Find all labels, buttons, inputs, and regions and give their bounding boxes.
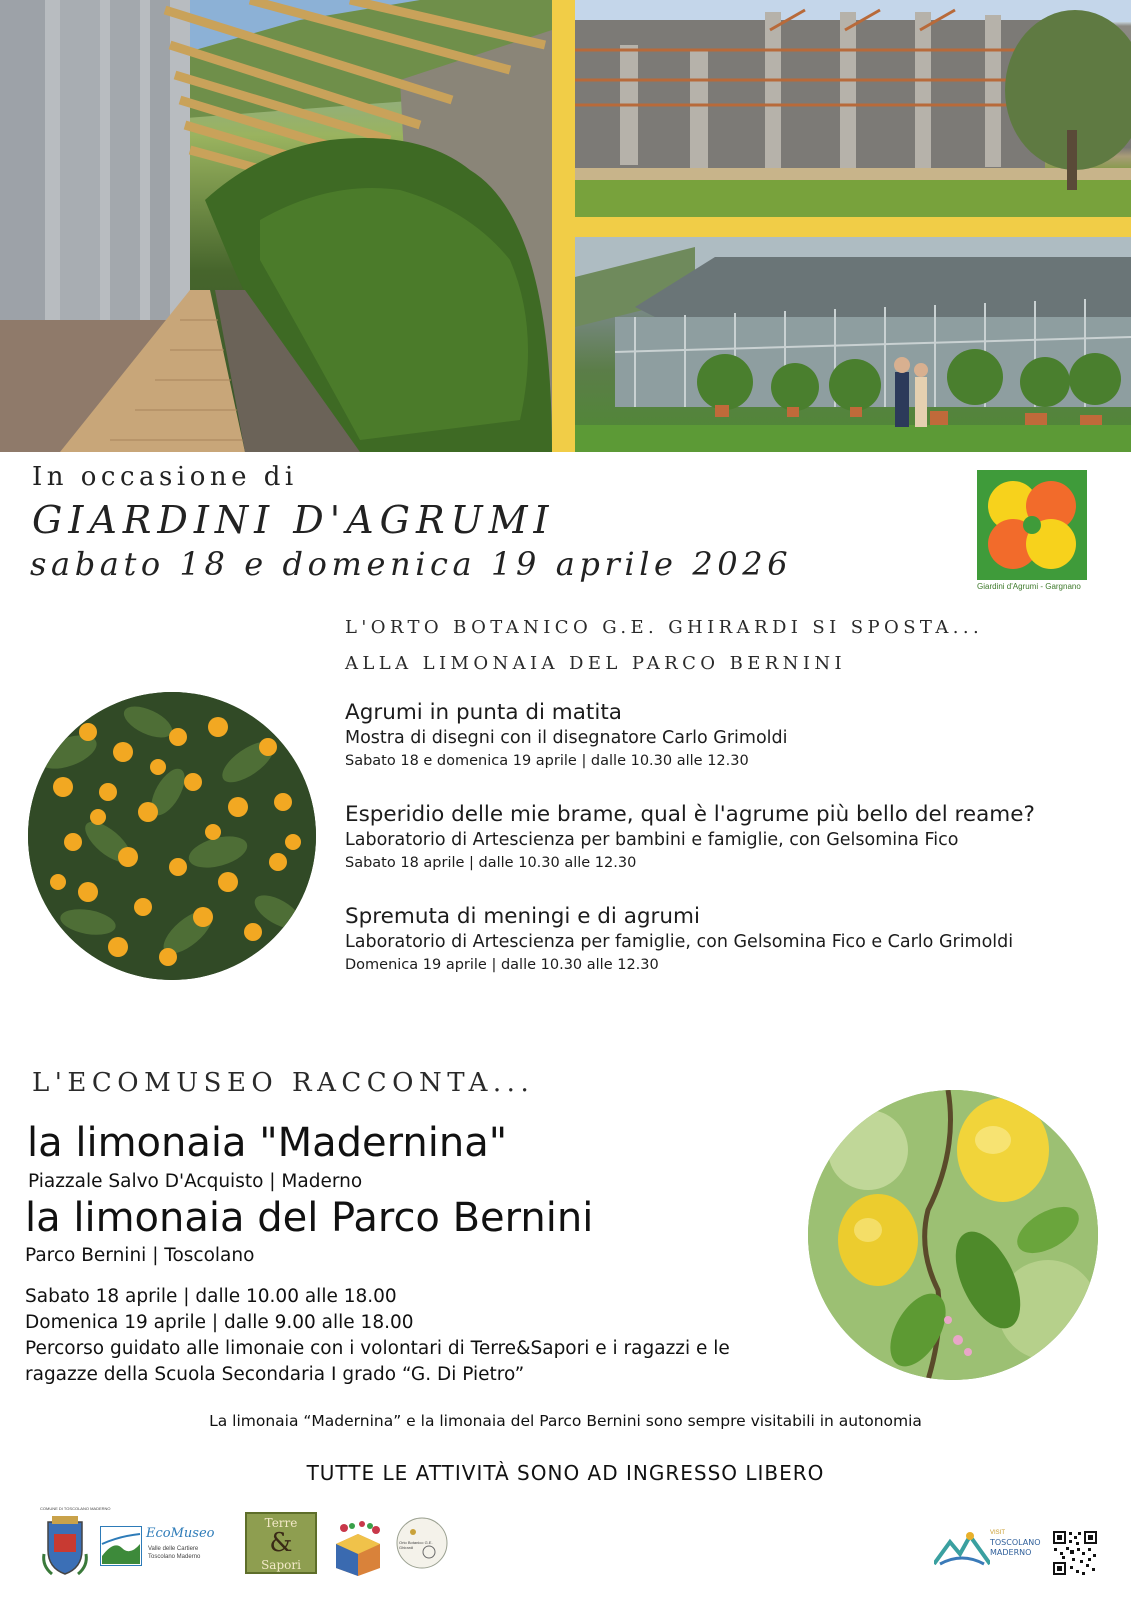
ecomuseo-logo xyxy=(100,1526,220,1576)
pergola-photo xyxy=(0,0,552,452)
visit-line-2: MADERNO xyxy=(990,1548,1032,1557)
mountains-icon xyxy=(934,1528,990,1568)
terre-sapori-logo xyxy=(245,1512,317,1574)
visit-toscolano-logo xyxy=(934,1528,1041,1572)
occasion-label: In occasione di xyxy=(32,462,298,492)
event-agrumi-matita xyxy=(345,699,788,772)
crest-icon xyxy=(40,1514,90,1578)
orto-botanico-logo xyxy=(395,1516,449,1576)
limonaia-bernini-title: la limonaia del Parco Bernini xyxy=(25,1195,594,1241)
terre-bottom-text: Sapori xyxy=(261,1558,301,1572)
orto-botanico-text: Orto Botanico G.E. Ghirardi xyxy=(399,1540,433,1550)
qr-code[interactable] xyxy=(1052,1530,1098,1576)
collage-divider-vertical xyxy=(552,0,575,452)
terre-amp-text: & xyxy=(269,1528,293,1558)
limonaia-wall-photo xyxy=(575,0,1131,217)
ecomuseo-sub1: Valle delle Cartiere xyxy=(148,1546,199,1552)
guided-tour-line-1: Percorso guidato alle limonaie con i volontari di Terre&Sapori e i ragazzi e le xyxy=(25,1338,730,1359)
greenhouse-photo xyxy=(575,237,1131,452)
botanico-heading-1: L'ORTO BOTANICO G.E. GHIRARDI SI SPOSTA... xyxy=(345,617,984,638)
school-logo xyxy=(332,1520,384,1576)
citrus-logo-icon xyxy=(977,470,1087,580)
giardini-agrumi-logo xyxy=(977,470,1097,592)
ecomuseo-heading: L'ECOMUSEO RACCONTA... xyxy=(32,1068,535,1098)
comune-text: COMUNE DI TOSCOLANO MADERNO xyxy=(40,1506,111,1511)
ecomuseo-title: EcoMuseo xyxy=(146,1526,215,1541)
event-description: Laboratorio di Artescienza per famiglie, con Gelsomina Fico e Carlo Grimoldi xyxy=(345,932,1014,952)
orange-tree-photo xyxy=(28,692,316,980)
event-esperidio xyxy=(345,801,1035,874)
free-entry-banner: TUTTE LE ATTIVITÀ SONO AD INGRESSO LIBERO xyxy=(306,1461,825,1485)
event-schedule: Domenica 19 aprile | dalle 10.30 alle 12.30 xyxy=(345,957,659,973)
limonaia-madernina-title: la limonaia "Madernina" xyxy=(27,1120,508,1166)
event-title: Spremuta di meningi e di agrumi xyxy=(345,904,700,929)
sunday-hours: Domenica 19 aprile | dalle 9.00 alle 18.00 xyxy=(25,1312,414,1333)
collage-divider-horizontal xyxy=(575,217,1131,237)
comune-crest-logo xyxy=(40,1506,111,1576)
limonaia-bernini-address: Parco Bernini | Toscolano xyxy=(25,1245,255,1266)
event-title: Esperidio delle mie brame, qual è l'agrume più bello del reame? xyxy=(345,802,1035,827)
event-schedule: Sabato 18 e domenica 19 aprile | dalle 10.30 alle 12.30 xyxy=(345,753,749,769)
event-title: Agrumi in punta di matita xyxy=(345,700,622,725)
event-schedule: Sabato 18 aprile | dalle 10.30 alle 12.30 xyxy=(345,855,637,871)
terre-top-text: Terre xyxy=(264,1516,298,1530)
lemons-photo xyxy=(808,1090,1098,1380)
botanico-heading-2: ALLA LIMONAIA DEL PARCO BERNINI xyxy=(345,653,847,674)
event-name: GIARDINI D'AGRUMI xyxy=(32,498,555,542)
event-spremuta xyxy=(345,903,1013,976)
event-description: Laboratorio di Artescienza per bambini e famiglie, con Gelsomina Fico xyxy=(345,830,959,850)
logo-caption: Giardini d'Agrumi - Gargnano xyxy=(977,582,1081,591)
ecomuseo-sub2: Toscolano Maderno xyxy=(148,1554,201,1560)
ecomuseo-mark-icon xyxy=(100,1526,142,1566)
event-description: Mostra di disegni con il disegnatore Carlo Grimoldi xyxy=(345,728,788,748)
qr-code-icon xyxy=(1052,1530,1098,1576)
saturday-hours: Sabato 18 aprile | dalle 10.00 alle 18.00 xyxy=(25,1286,397,1307)
colorful-cube-icon xyxy=(332,1520,384,1576)
event-dates: sabato 18 e domenica 19 aprile 2026 xyxy=(30,545,793,583)
limonaia-madernina-address: Piazzale Salvo D'Acquisto | Maderno xyxy=(28,1171,363,1192)
visit-line-1: TOSCOLANO xyxy=(990,1538,1041,1547)
visit-small-text: VISIT xyxy=(990,1530,1006,1536)
autonomous-visit-note: La limonaia “Madernina” e la limonaia del Parco Bernini sono sempre visitabili in autonomia xyxy=(209,1412,922,1430)
guided-tour-line-2: ragazze della Scuola Secondaria I grado “G. Di Pietro” xyxy=(25,1364,525,1385)
